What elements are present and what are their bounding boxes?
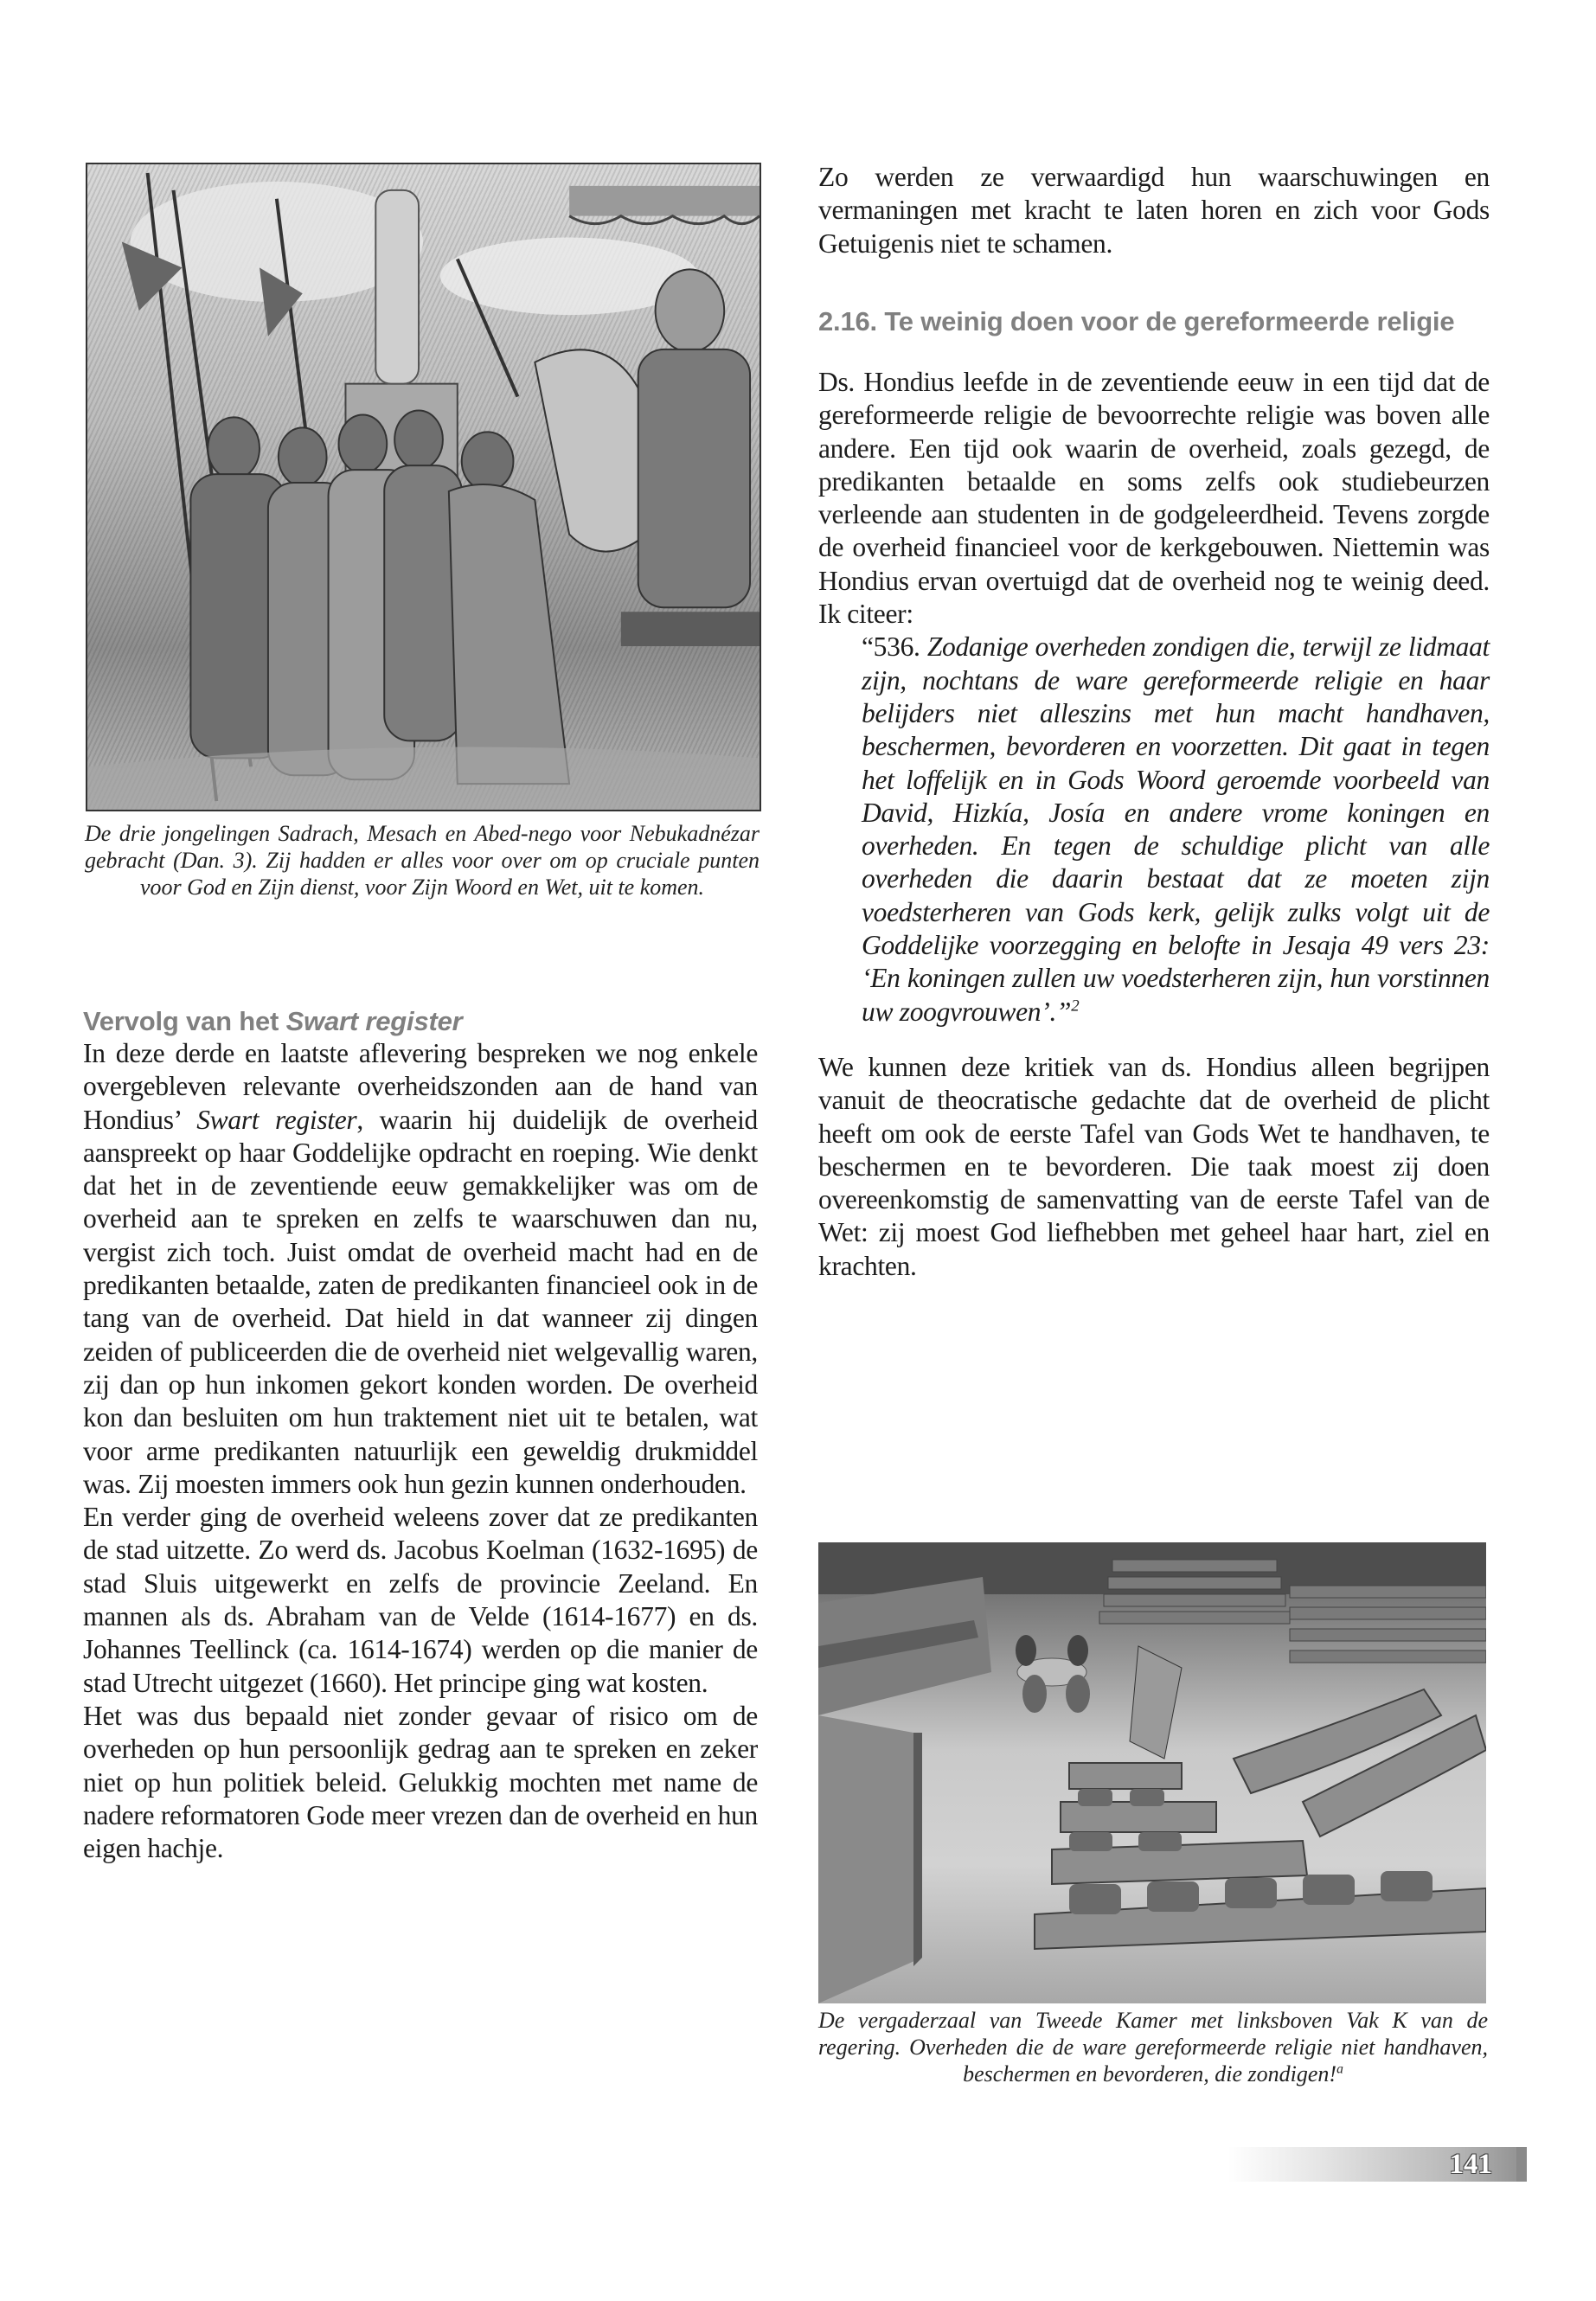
quote-text: Zodanige overheden zondigen die, terwijl ze lidmaat zijn, nochtans de ware gereformeerde religie en haar belijders niet alleszins met hun macht handhaven, beschermen, bevorderen en voorzetten. Dit gaat in tegen het loffelijk en in Gods Woord geroemde voorbeeld van David, Hizkía, Josía en andere vrome koningen en overheden. En tegen de schuldige plicht van alle overheden die daarin bestaat dat ze moeten zijn voedsterheren van Gods kerk, gelijk zulks volgt uit de Goddelijke voorzegging en belofte in Jesaja 49 vers 23: ‘En koningen zullen uw voedsterheren zijn, hun vorstinnen uw zoogvrouwen’.”: [862, 631, 1490, 1027]
right-body-top: [818, 161, 1490, 260]
page-number: 141: [1449, 2149, 1492, 2180]
paragraph-2: En verder ging de overheid weleens zover dat ze predikanten de stad uitzette. Zo werd ds. Jacobus Koelman (1632-1695) de stad Sluis uitgewerkt en zelfs de provincie Zeeland. En mannen als ds. Abraham van de Velde (1614-1677) en ds. Johannes Teellinck (ca. 1614-1674) werden op die manier de stad Utrecht uitgezet (1660). Het principe ging wat kosten.: [83, 1502, 758, 1698]
paragraph-1-b: , waarin hij duidelijk de overheid aanspreekt op haar Goddelijke opdracht en roeping. Wie denkt dat het in de zeventiende eeuw gemakkelijker was om de overheid aan te spreken en zelfs te waarschuwen dan nu, vergist zich toch. Juist omdat de overheid macht had en de predikanten betaalde, zaten de predikanten financieel ook in de tang van de overheid. Dat hield in dat wanneer zij dingen zeiden of publiceerden die de overheid niet welgevallig waren, zij dan op hun inkomen gekort konden worden. De overheid kon dan besluiten om hun traktement niet uit te betalen, wat voor arme predikanten natuurlijk een geweldig drukmiddel was. Zij moesten immers ook hun gezin kunnen onderhouden.: [83, 1104, 758, 1499]
caption-footnote-marker: a: [1336, 2061, 1343, 2077]
paragraph-kritiek: We kunnen deze kritiek van ds. Hondius alleen begrijpen vanuit de theocratische gedachte dat de overheid de plicht heeft om ook de eerste Tafel van Gods Wet te handhaven, te beschermen en te bevorderen. Die taak moest zij doen overeenkomstig de samenvatting van de eerste Tafel van de Wet: zij moest God liefhebben met geheel haar hart, ziel en krachten.: [818, 1051, 1490, 1281]
heading-emphasis: Swart register: [285, 1006, 463, 1036]
paragraph-hondius: Ds. Hondius leefde in de zeventiende eeuw in een tijd dat de gereformeerde religie de bevoorrechte religie was boven alle andere. Een tijd ook waarin de overheid, zoals gezegd, de predikanten betaalde en soms zelfs ook studiebeurzen verleende aan studenten in de godgeleerdheid. Tevens zorgde de overheid financieel voor de kerkgebouwen. Niettemin was Hondius ervan overtuigd dat de overheid nog te weinig deed. Ik citeer:: [818, 367, 1490, 630]
paragraph-1-a: In deze derde en laatste aflevering bespreken we nog enkele overgebleven relevante overheidszonden aan de hand van Hondius’: [83, 1038, 758, 1135]
quote-number: “536.: [862, 631, 927, 663]
section-heading-swart-register: [83, 1006, 758, 1036]
paragraph-1: [83, 1037, 758, 1501]
parliament-caption-text: De vergaderzaal van Tweede Kamer met linksboven Vak K van de regering. Overheden die de ware gereformeerde religie niet handhaven, beschermen en bevorderen, die zondigen!: [818, 2008, 1488, 2086]
heading-prefix: Vervolg van het: [83, 1006, 286, 1036]
paragraph-1-title: Swart register: [196, 1104, 357, 1135]
paragraph-3: Het was dus bepaald niet zonder gevaar of risico om de overheden op hun persoonlijk gedrag aan te spreken en zeker niet op hun politiek beleid. Gelukkig mochten met name de nadere reformatoren Gode meer vrezen dan de overheid en hun eigen hachje.: [83, 1700, 758, 1864]
engraving-image: [86, 163, 761, 811]
engraving-caption: De drie jongelingen Sadrach, Mesach en Abed-nego voor Nebukadnézar gebracht (Dan. 3). Zij hadden er alles voor over om op cruciale punten voor God en Zijn dienst, voor Zijn Woord en Wet, uit te komen.: [85, 821, 760, 900]
intro-paragraph: Zo werden ze verwaardigd hun waarschuwingen en vermaningen met kracht te laten horen en zich voor Gods Getuigenis niet te schamen.: [818, 162, 1490, 259]
right-body: [818, 366, 1490, 1283]
left-body: [83, 1037, 758, 1865]
footnote-marker: 2: [1071, 997, 1080, 1016]
parliament-caption: [818, 2007, 1488, 2087]
section-heading-2-16: 2.16. Te weinig doen voor de gereformeerde religie: [818, 306, 1455, 336]
page-edge-tab: [1516, 2147, 1527, 2182]
page-number-band: [1228, 2147, 1527, 2182]
block-quote: [862, 631, 1490, 1029]
parliament-photo: [818, 1542, 1486, 2003]
